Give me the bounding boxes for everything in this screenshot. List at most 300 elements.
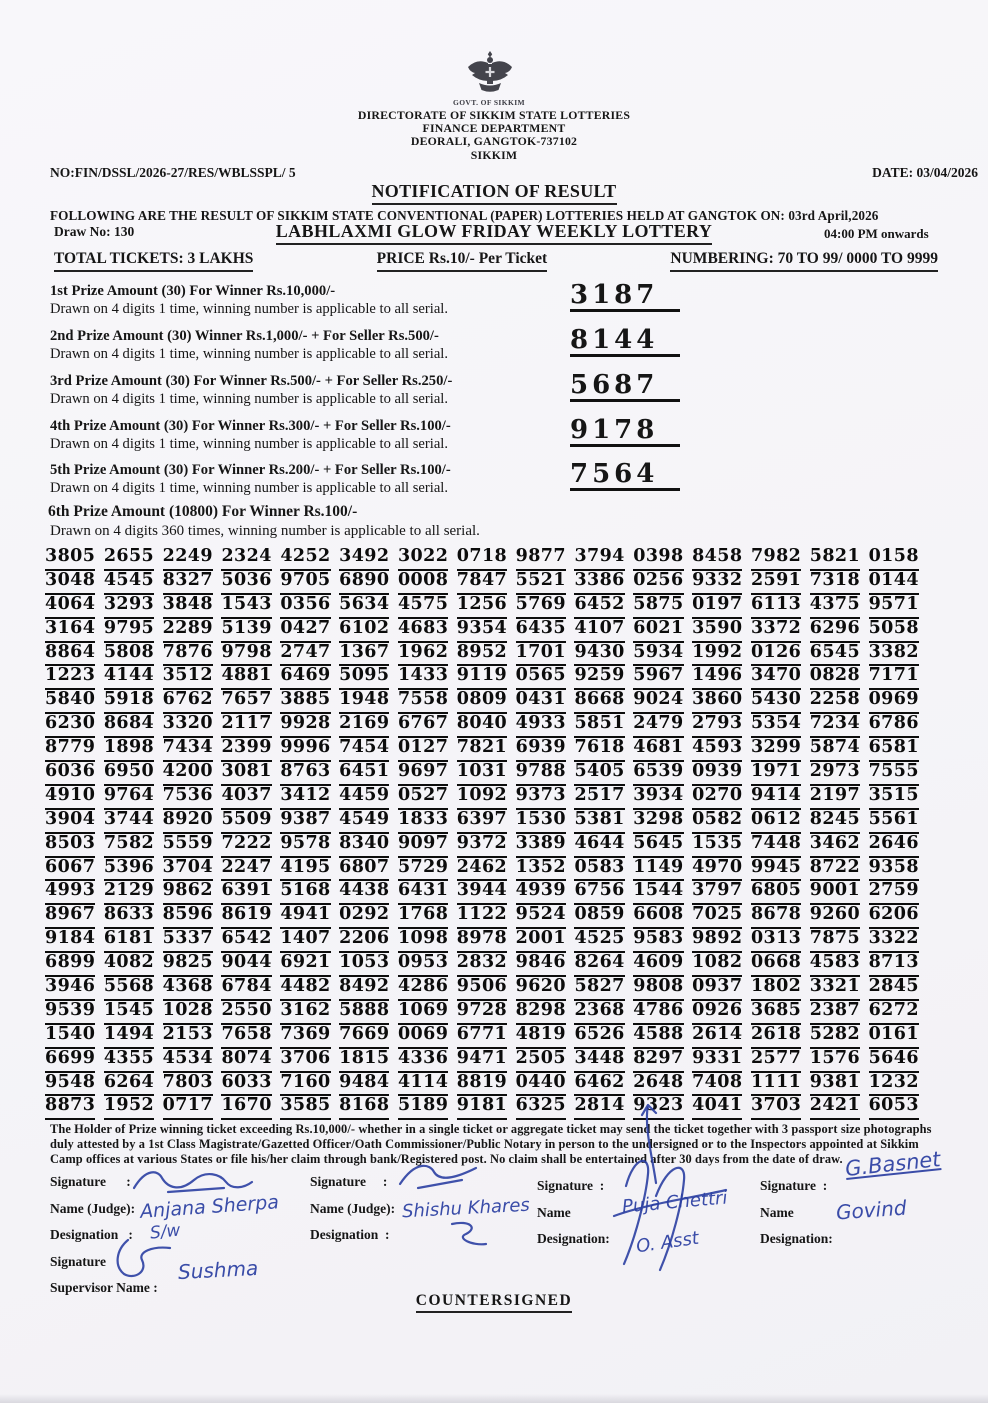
winning-number: 6397 [457, 810, 507, 834]
winning-number: 4286 [398, 977, 448, 1001]
winning-number: 6526 [574, 1025, 624, 1049]
prize-title: 5th Prize Amount (30) For Winner Rs.200/- + For Seller Rs.100/- [50, 462, 451, 478]
winning-number: 4114 [398, 1073, 448, 1097]
winning-number: 6230 [45, 714, 95, 738]
winning-number: 2324 [221, 547, 271, 571]
winning-number: 8340 [339, 834, 389, 858]
winning-number: 4588 [633, 1025, 683, 1049]
winning-number: 5139 [221, 619, 271, 643]
winning-number: 1092 [457, 786, 507, 810]
numbering-range: NUMBERING: 70 TO 99/ 0000 TO 9999 [670, 250, 938, 272]
winning-number: 2759 [869, 881, 919, 905]
winning-number: 7669 [339, 1025, 389, 1049]
winning-number: 0158 [869, 547, 919, 571]
winning-number: 5729 [398, 858, 448, 882]
winning-number: 7171 [869, 666, 919, 690]
number-row [45, 738, 919, 762]
winning-number: 6762 [163, 690, 213, 714]
winning-number: 3293 [104, 595, 154, 619]
prize-subtitle: Drawn on 4 digits 1 time, winning number is applicable to all serial. [50, 391, 449, 407]
winning-number: 8297 [633, 1049, 683, 1073]
winning-number: 8619 [221, 905, 271, 929]
winning-number: 2289 [163, 619, 213, 643]
winning-number: 3320 [163, 714, 213, 738]
winning-number: 3904 [45, 810, 95, 834]
winning-number: 3492 [339, 547, 389, 571]
winning-number: 9471 [457, 1049, 507, 1073]
winning-number: 1149 [633, 858, 683, 882]
winning-number: 3706 [280, 1049, 330, 1073]
prize-5-winning-number: 7564 [570, 460, 680, 491]
winning-number: 1031 [457, 762, 507, 786]
winning-number: 1098 [398, 929, 448, 953]
winning-number: 4534 [163, 1049, 213, 1073]
winning-number: 4941 [280, 905, 330, 929]
winning-number: 0313 [751, 929, 801, 953]
winning-number: 1082 [692, 953, 742, 977]
sikkim-state-emblem-icon [464, 50, 516, 100]
number-row [45, 1025, 919, 1049]
prize-title: 4th Prize Amount (30) For Winner Rs.300/- + For Seller Rs.100/- [50, 418, 451, 434]
winning-number: 6699 [45, 1049, 95, 1073]
winning-number: 8920 [163, 810, 213, 834]
winning-number: 7982 [751, 547, 801, 571]
winning-number: 4037 [221, 786, 271, 810]
winning-number: 5645 [633, 834, 683, 858]
winning-number: 9928 [280, 714, 330, 738]
winning-number: 3164 [45, 619, 95, 643]
winning-number: 0565 [516, 666, 566, 690]
winning-number: 9387 [280, 810, 330, 834]
judge2-name-handwritten: Shishu Khares [401, 1194, 531, 1223]
winning-number: 4375 [810, 595, 860, 619]
signature-label: Name (Judge): [50, 1200, 136, 1216]
winning-number: 8722 [810, 858, 860, 882]
winning-number: 5521 [516, 571, 566, 595]
winning-number: 6581 [869, 738, 919, 762]
number-row [45, 619, 919, 643]
winning-number: 2129 [104, 881, 154, 905]
winning-number: 6431 [398, 881, 448, 905]
winning-number: 4933 [516, 714, 566, 738]
winning-number: 1223 [45, 666, 95, 690]
winning-number: 8492 [339, 977, 389, 1001]
winning-number: 2648 [633, 1073, 683, 1097]
number-row [45, 714, 919, 738]
winning-number: 0583 [574, 858, 624, 882]
countersigned-label: COUNTERSIGNED [416, 1292, 572, 1313]
supervisor-name-handwritten: Sushma [177, 1255, 259, 1285]
winning-number: 0668 [751, 953, 801, 977]
winning-number: 5381 [574, 810, 624, 834]
judge2-signature-scribble [392, 1158, 482, 1194]
winning-number: 1543 [221, 595, 271, 619]
winning-number: 0718 [457, 547, 507, 571]
winning-number: 1069 [398, 1001, 448, 1025]
signature-column-2 [310, 1174, 395, 1254]
winning-number: 9506 [457, 977, 507, 1001]
prize-subtitle: Drawn on 4 digits 1 time, winning number is applicable to all serial. [50, 480, 449, 496]
winning-number: 7657 [221, 690, 271, 714]
winning-number: 2747 [280, 643, 330, 667]
winning-number: 1433 [398, 666, 448, 690]
officer4-signature-handwritten: G.Basnet [844, 1147, 942, 1181]
number-row [45, 595, 919, 619]
winning-number: 9001 [810, 881, 860, 905]
winning-number: 0292 [339, 905, 389, 929]
winning-number: 6469 [280, 666, 330, 690]
winning-number: 8458 [692, 547, 742, 571]
winning-number: 9539 [45, 1001, 95, 1025]
winning-number: 9996 [280, 738, 330, 762]
page-title: NOTIFICATION OF RESULT [372, 181, 617, 205]
winning-number: 5918 [104, 690, 154, 714]
winning-number: 6890 [339, 571, 389, 595]
prize-3-winning-number: 5687 [570, 371, 680, 402]
winning-number: 0527 [398, 786, 448, 810]
winning-number: 3703 [751, 1096, 801, 1120]
winning-number: 5559 [163, 834, 213, 858]
winning-number: 4575 [398, 595, 448, 619]
winning-number: 4200 [163, 762, 213, 786]
winning-number: 2517 [574, 786, 624, 810]
winning-number: 5769 [516, 595, 566, 619]
winning-number: 5168 [280, 881, 330, 905]
winning-number: 3372 [751, 619, 801, 643]
winning-number: 1352 [516, 858, 566, 882]
winning-number: 8503 [45, 834, 95, 858]
winning-number: 4939 [516, 881, 566, 905]
signature-label: Name (Judge): [310, 1200, 396, 1216]
number-row [45, 690, 919, 714]
winning-number: 3382 [869, 643, 919, 667]
signature-label: Designation : [50, 1227, 133, 1242]
winning-number: 0939 [692, 762, 742, 786]
number-row [45, 929, 919, 953]
winning-number: 8779 [45, 738, 95, 762]
winning-number: 6786 [869, 714, 919, 738]
winning-number: 0859 [574, 905, 624, 929]
winning-number: 8298 [516, 1001, 566, 1025]
winning-number: 6452 [574, 595, 624, 619]
winning-number: 2197 [810, 786, 860, 810]
winning-number: 6067 [45, 858, 95, 882]
winning-number: 5095 [339, 666, 389, 690]
winning-number: 6545 [810, 643, 860, 667]
winning-number: 0126 [751, 643, 801, 667]
winning-number: 7369 [280, 1025, 330, 1049]
winning-number: 0197 [692, 595, 742, 619]
winning-number: 4609 [633, 953, 683, 977]
winning-number: 8596 [163, 905, 213, 929]
winning-number: 9373 [516, 786, 566, 810]
winning-number: 9259 [574, 666, 624, 690]
number-row [45, 977, 919, 1001]
winning-number: 2001 [516, 929, 566, 953]
winning-number: 6784 [221, 977, 271, 1001]
reference-number: NO:FIN/DSSL/2026-27/RES/WBLSSPL/ 5 [50, 165, 296, 180]
winning-number: 9354 [457, 619, 507, 643]
winning-number: 4459 [339, 786, 389, 810]
winning-number: 3448 [574, 1049, 624, 1073]
winning-number: 4644 [574, 834, 624, 858]
winning-number: 6899 [45, 953, 95, 977]
winning-number: 2249 [163, 547, 213, 571]
winning-number: 1028 [163, 1001, 213, 1025]
winning-number: 1407 [280, 929, 330, 953]
winning-number: 4583 [810, 953, 860, 977]
winning-number: 5430 [751, 690, 801, 714]
winning-number: 3470 [751, 666, 801, 690]
winning-number: 3885 [280, 690, 330, 714]
claim-line: Camp offices at various States or file his/her claim through bank/Registered post. No claim shall be entertained after 30 days from the date of draw. [50, 1151, 843, 1166]
prize-title: 3rd Prize Amount (30) For Winner Rs.500/- + For Seller Rs.250/- [50, 373, 453, 389]
winning-number: 1496 [692, 666, 742, 690]
winning-number: 1992 [692, 643, 742, 667]
winning-number: 9097 [398, 834, 448, 858]
winning-number: 7618 [574, 738, 624, 762]
winning-number: 6391 [221, 881, 271, 905]
winning-number: 9620 [516, 977, 566, 1001]
ticket-info-row [54, 250, 938, 272]
winning-number: 5568 [104, 977, 154, 1001]
winning-number: 0612 [751, 810, 801, 834]
winning-number: 9358 [869, 858, 919, 882]
number-row [45, 905, 919, 929]
winning-number: 3744 [104, 810, 154, 834]
winning-number: 8978 [457, 929, 507, 953]
winning-number: 0582 [692, 810, 742, 834]
winning-number: 0828 [810, 666, 860, 690]
winning-number: 9024 [633, 690, 683, 714]
claim-instructions [50, 1122, 938, 1166]
winning-number: 2832 [457, 953, 507, 977]
prize-subtitle: Drawn on 4 digits 1 time, winning number is applicable to all serial. [50, 346, 449, 362]
winning-number: 9323 [633, 1096, 683, 1120]
winning-number: 5058 [869, 619, 919, 643]
number-row [45, 810, 919, 834]
signature-column-4 [760, 1178, 833, 1258]
winning-number: 7582 [104, 834, 154, 858]
prize-subtitle: Drawn on 4 digits 1 time, winning number is applicable to all serial. [50, 301, 449, 317]
winning-number: 0356 [280, 595, 330, 619]
winning-number: 0440 [516, 1073, 566, 1097]
number-row [45, 858, 919, 882]
winning-number: 4041 [692, 1096, 742, 1120]
winning-number: 4355 [104, 1049, 154, 1073]
winning-number: 3934 [633, 786, 683, 810]
signature-label: Signature : [760, 1178, 828, 1193]
winning-number: 4525 [574, 929, 624, 953]
winning-number: 5396 [104, 858, 154, 882]
signature-label: Supervisor Name : [50, 1280, 158, 1295]
winning-number: 6325 [516, 1096, 566, 1120]
winning-number: 4786 [633, 1001, 683, 1025]
winning-number: 4545 [104, 571, 154, 595]
winning-number: 0427 [280, 619, 330, 643]
winning-number: 5282 [810, 1025, 860, 1049]
winning-number: 6462 [574, 1073, 624, 1097]
winning-number: 4368 [163, 977, 213, 1001]
ticket-price: PRICE Rs.10/- Per Ticket [377, 250, 548, 272]
winning-number: 2247 [221, 858, 271, 882]
winning-number: 5888 [339, 1001, 389, 1025]
winning-number: 8668 [574, 690, 624, 714]
winning-number: 8819 [457, 1073, 507, 1097]
winning-number: 2169 [339, 714, 389, 738]
winning-number: 1530 [516, 810, 566, 834]
winning-number: 3321 [810, 977, 860, 1001]
winning-number: 7847 [457, 571, 507, 595]
winning-number: 6206 [869, 905, 919, 929]
winning-number: 6542 [221, 929, 271, 953]
result-intro-line: FOLLOWING ARE THE RESULT OF SIKKIM STATE CONVENTIONAL (PAPER) LOTTERIES HELD AT GANGTOK ON: 03rd April,2026 [50, 208, 879, 223]
number-row [45, 643, 919, 667]
winning-number: 8245 [810, 810, 860, 834]
winning-number: 1111 [751, 1073, 801, 1097]
org-line: DEORALI, GANGTOK-737102 [410, 134, 578, 149]
winning-number: 4482 [280, 977, 330, 1001]
winning-number: 7803 [163, 1073, 213, 1097]
winning-number: 5561 [869, 810, 919, 834]
winning-number: 6296 [810, 619, 860, 643]
prize-title: 2nd Prize Amount (30) Winner Rs.1,000/- + For Seller Rs.500/- [50, 328, 439, 344]
winning-number: 8967 [45, 905, 95, 929]
prize-block-5 [50, 461, 610, 497]
winning-number: 3585 [280, 1096, 330, 1120]
winning-number: 9181 [457, 1096, 507, 1120]
winning-number: 2973 [810, 762, 860, 786]
winning-number: 2577 [751, 1049, 801, 1073]
winning-number: 3412 [280, 786, 330, 810]
number-row [45, 1049, 919, 1073]
winning-number: 9892 [692, 929, 742, 953]
winning-number: 1952 [104, 1096, 154, 1120]
winning-number: 2550 [221, 1001, 271, 1025]
winning-number: 1576 [810, 1049, 860, 1073]
signature-label: Designation: [760, 1231, 833, 1246]
winning-number: 9808 [633, 977, 683, 1001]
winning-number: 7160 [280, 1073, 330, 1097]
winning-number: 3805 [45, 547, 95, 571]
winning-number: 3515 [869, 786, 919, 810]
winning-number: 9877 [516, 547, 566, 571]
winning-number: 1367 [339, 643, 389, 667]
winning-number: 4144 [104, 666, 154, 690]
winning-number: 0008 [398, 571, 448, 595]
winning-number: 0431 [516, 690, 566, 714]
winning-number: 9381 [810, 1073, 860, 1097]
winning-number: 6264 [104, 1073, 154, 1097]
winning-number: 9372 [457, 834, 507, 858]
winning-number: 2655 [104, 547, 154, 571]
winning-number: 5354 [751, 714, 801, 738]
judge1-signature2-scribble [108, 1236, 178, 1282]
prize-block-3 [50, 372, 610, 408]
winning-number: 6053 [869, 1096, 919, 1120]
winning-number: 2646 [869, 834, 919, 858]
total-tickets: TOTAL TICKETS: 3 LAKHS [54, 250, 253, 272]
claim-line: duly attested by a 1st Class Magistrate/Gazetted Officer/Oath Commissioner/Public Notary in person to the undersigned or to the Inspectors appointed at Sikkim [50, 1136, 919, 1151]
winning-number: 2117 [221, 714, 271, 738]
winning-number: 3389 [516, 834, 566, 858]
winning-number: 1670 [221, 1096, 271, 1120]
winning-number: 9862 [163, 881, 213, 905]
winning-number: 1232 [869, 1073, 919, 1097]
winning-number: 2387 [810, 1001, 860, 1025]
winning-number: 9583 [633, 929, 683, 953]
prize-4-winning-number: 9178 [570, 416, 680, 447]
signature-label: Signature [50, 1253, 107, 1269]
winning-number: 3512 [163, 666, 213, 690]
signature-label: Name [537, 1204, 571, 1220]
winning-number: 0256 [633, 571, 683, 595]
winning-number: 4082 [104, 953, 154, 977]
winning-number: 3048 [45, 571, 95, 595]
winning-number: 1962 [398, 643, 448, 667]
winning-number: 5189 [398, 1096, 448, 1120]
winning-number: 6805 [751, 881, 801, 905]
winning-number: 7222 [221, 834, 271, 858]
winning-number: 2614 [692, 1025, 742, 1049]
winning-number: 2153 [163, 1025, 213, 1049]
number-row [45, 1096, 919, 1120]
document-date: DATE: 03/04/2026 [872, 165, 978, 180]
winning-number: 8264 [574, 953, 624, 977]
draw-number: Draw No: 130 [54, 224, 135, 239]
winning-number: 0161 [869, 1025, 919, 1049]
winning-number: 5405 [574, 762, 624, 786]
winning-number: 7318 [810, 571, 860, 595]
winning-number: 5967 [633, 666, 683, 690]
winning-number: 8678 [751, 905, 801, 929]
winning-number: 2591 [751, 571, 801, 595]
winning-number: 5821 [810, 547, 860, 571]
winning-number: 6021 [633, 619, 683, 643]
winning-number: 6036 [45, 762, 95, 786]
winning-number: 9524 [516, 905, 566, 929]
winning-number: 4438 [339, 881, 389, 905]
winning-number: 9430 [574, 643, 624, 667]
winning-number: 3298 [633, 810, 683, 834]
winning-number: 1545 [104, 1001, 154, 1025]
winning-number: 1494 [104, 1025, 154, 1049]
winning-number: 9184 [45, 929, 95, 953]
winning-number: 7408 [692, 1073, 742, 1097]
winning-number: 4593 [692, 738, 742, 762]
winning-number: 2793 [692, 714, 742, 738]
winning-number: 1802 [751, 977, 801, 1001]
winning-number: 7234 [810, 714, 860, 738]
winning-number: 9548 [45, 1073, 95, 1097]
winning-number: 1768 [398, 905, 448, 929]
winning-number: 5851 [574, 714, 624, 738]
winning-number: 3590 [692, 619, 742, 643]
winning-number: 5646 [869, 1049, 919, 1073]
winning-number: 8327 [163, 571, 213, 595]
winning-number: 3946 [45, 977, 95, 1001]
winning-number: 5634 [339, 595, 389, 619]
winning-number: 6950 [104, 762, 154, 786]
winning-number: 9260 [810, 905, 860, 929]
reference-row [50, 165, 978, 181]
winning-number: 9697 [398, 762, 448, 786]
prize-1-winning-number: 3187 [570, 281, 680, 312]
lottery-name: LABHLAXMI GLOW FRIDAY WEEKLY LOTTERY [276, 221, 713, 245]
winning-number: 9331 [692, 1049, 742, 1073]
winning-number: 4252 [280, 547, 330, 571]
winning-number: 6113 [751, 595, 801, 619]
